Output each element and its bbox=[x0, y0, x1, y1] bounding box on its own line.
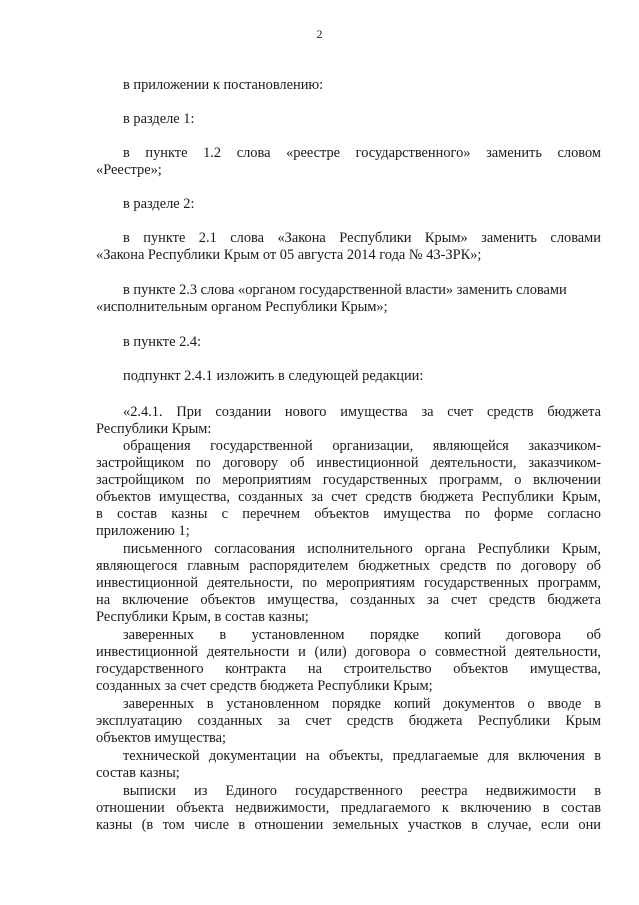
text-line: заверенных в установленном порядке копий договора об bbox=[123, 627, 601, 643]
text-line: на включение объектов имущества, созданных за счет средств бюджета bbox=[96, 592, 601, 608]
text-line: «Реестре»; bbox=[96, 162, 162, 178]
text-line: письменного согласования исполнительного органа Республики Крым, bbox=[123, 541, 601, 557]
text-line: застройщиком по мероприятиям государственных программ, о включении bbox=[96, 472, 601, 488]
text-line: «Закона Республики Крым от 05 августа 2014 года № 43-ЗРК»; bbox=[96, 247, 482, 263]
text-line: обращения государственной организации, являющейся заказчиком- bbox=[123, 438, 601, 454]
text-line: в состав казны с перечнем объектов имущества по форме согласно bbox=[96, 506, 601, 522]
text-line: подпункт 2.4.1 изложить в следующей редакции: bbox=[123, 368, 424, 384]
text-line: инвестиционной деятельности и (или) договора о совместной деятельности, bbox=[96, 644, 601, 660]
text-line: Республики Крым, в состав казны; bbox=[96, 609, 309, 625]
text-line: объектов имущества; bbox=[96, 730, 226, 746]
text-line: являющегося главным распорядителем бюджетных средств по договору об bbox=[96, 558, 601, 574]
text-line: в пункте 2.4: bbox=[123, 334, 202, 350]
text-line: приложению 1; bbox=[96, 523, 190, 539]
text-line: инвестиционной деятельности, по мероприятиям государственных программ, bbox=[96, 575, 601, 591]
text-line: Республики Крым: bbox=[96, 421, 212, 437]
text-line: эксплуатацию созданных за счет средств бюджета Республики Крым bbox=[96, 713, 601, 729]
text-line: заверенных в установленном порядке копий документов о вводе в bbox=[123, 696, 601, 712]
text-line: казны (в том числе в отношении земельных участков в случае, если они bbox=[96, 817, 601, 833]
text-line: «2.4.1. При создании нового имущества за счет средств бюджета bbox=[123, 404, 601, 420]
text-line: объектов имущества, созданных за счет средств бюджета Республики Крым, bbox=[96, 489, 601, 505]
text-line: в разделе 1: bbox=[123, 111, 195, 127]
text-line: созданных за счет средств бюджета Республики Крым; bbox=[96, 678, 433, 694]
text-line: выписки из Единого государственного реестра недвижимости в bbox=[123, 783, 601, 799]
text-line: состав казны; bbox=[96, 765, 180, 781]
text-line: в пункте 2.3 слова «органом государственной власти» заменить словами bbox=[123, 282, 567, 298]
text-line: в пункте 2.1 слова «Закона Республики Крым» заменить словами bbox=[123, 230, 601, 246]
text-line: в пункте 1.2 слова «реестре государственного» заменить словом bbox=[123, 145, 601, 161]
page-number: 2 bbox=[316, 27, 323, 41]
text-line: застройщиком по договору об инвестиционной деятельности, заказчиком- bbox=[96, 455, 601, 471]
text-line: отношении объекта недвижимости, предлагаемого к включению в состав bbox=[96, 800, 601, 816]
text-line: в приложении к постановлению: bbox=[123, 77, 324, 93]
text-line: технической документации на объекты, предлагаемые для включения в bbox=[123, 748, 601, 764]
text-line: «исполнительным органом Республики Крым»; bbox=[96, 299, 388, 315]
text-line: государственного контракта на строительство объектов имущества, bbox=[96, 661, 601, 677]
text-line: в разделе 2: bbox=[123, 196, 195, 212]
